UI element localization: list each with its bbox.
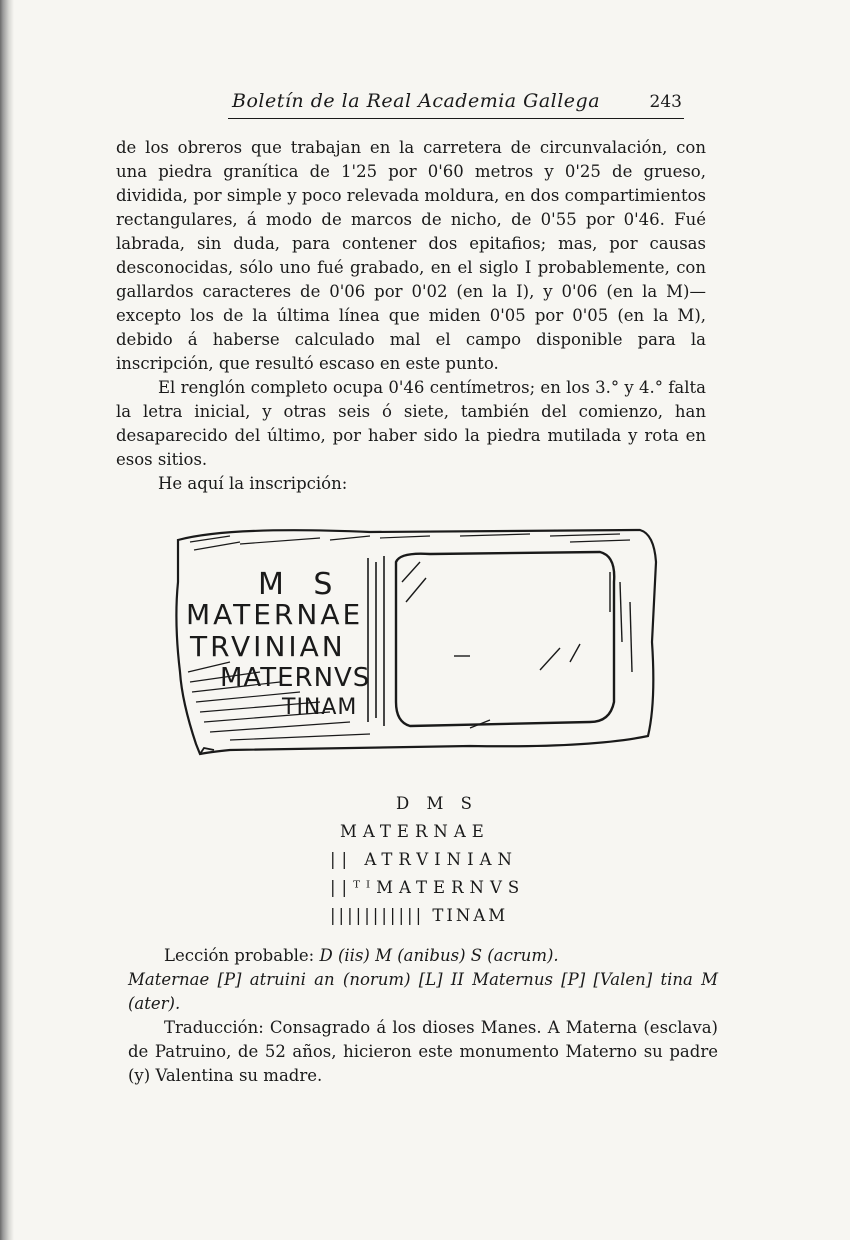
stone-line-3: TRVINIAN <box>190 630 346 663</box>
stone-illustration <box>170 522 660 762</box>
stone-line-1: M S <box>258 567 343 602</box>
transcription-line-4: ||ᵀᴵMATERNVS <box>330 878 526 897</box>
reading-line-b: Maternae [P] atruini an (norum) [L] II Maternus [P] [Valen] tina M (ater). <box>128 970 718 1013</box>
transcription-line-2: MATERNAE <box>340 822 490 841</box>
transcription-line-3: || ATRVINIAN <box>330 850 518 869</box>
reading-line-a <box>128 944 718 968</box>
reading-label: Lección probable: <box>164 946 315 965</box>
paragraph-measurements: El renglón completo ocupa 0'46 centímetros; en los 3.° y 4.° falta la letra inicial, y otras seis ó siete, también del comienzo, han desaparecido del último, por haber sido la piedra mutilada y rota en esos sitios. <box>116 378 706 469</box>
page-number: 243 <box>649 92 682 112</box>
paragraph-intro: He aquí la inscripción: <box>158 474 348 493</box>
translation-paragraph: Traducción: Consagrado á los dioses Manes. A Materna (esclava) de Patruino, de 52 años, hicieron este monumento Materno su padre (y) Valentina su madre. <box>128 1018 718 1085</box>
paragraph-description: de los obreros que trabajan en la carretera de circunvalación, con una piedra granítica de 1'25 por 0'60 metros y 0'25 de grueso, dividida, por simple y poco relevada moldura, en dos compartimientos rectangulares, á modo de marcos de nicho, de 0'55 por 0'46. Fué labrada, sin duda, para contener dos epitafios; mas, por causas desconocidas, sólo uno fué grabado, en el siglo I probablemente, con gallardos caracteres de 0'06 por 0'02 (en la I), y 0'06 (en la M)—excepto los de la última línea que miden 0'05 por 0'05 (en la M), debido á haberse calculado mal el campo disponible para la inscripción, que resultó escaso en este punto. <box>116 138 706 373</box>
stone-line-2: MATERNAE <box>186 598 364 631</box>
transcription-line-1: D M S <box>396 794 478 813</box>
reading-formula: D (iis) M (anibus) S (acrum). <box>319 946 559 965</box>
book-binding-edge <box>0 0 14 1240</box>
running-head: Boletín de la Real Academia Gallega <box>232 90 601 112</box>
reading-and-translation <box>128 944 718 1088</box>
stone-line-4: MATERNVS <box>220 663 371 693</box>
transcription-line-5: ||||||||||| TINAM <box>330 906 509 925</box>
stone-line-5: TINAM <box>282 695 358 720</box>
page-header <box>228 86 684 119</box>
transcription-block <box>330 790 540 930</box>
body-text <box>116 136 706 496</box>
